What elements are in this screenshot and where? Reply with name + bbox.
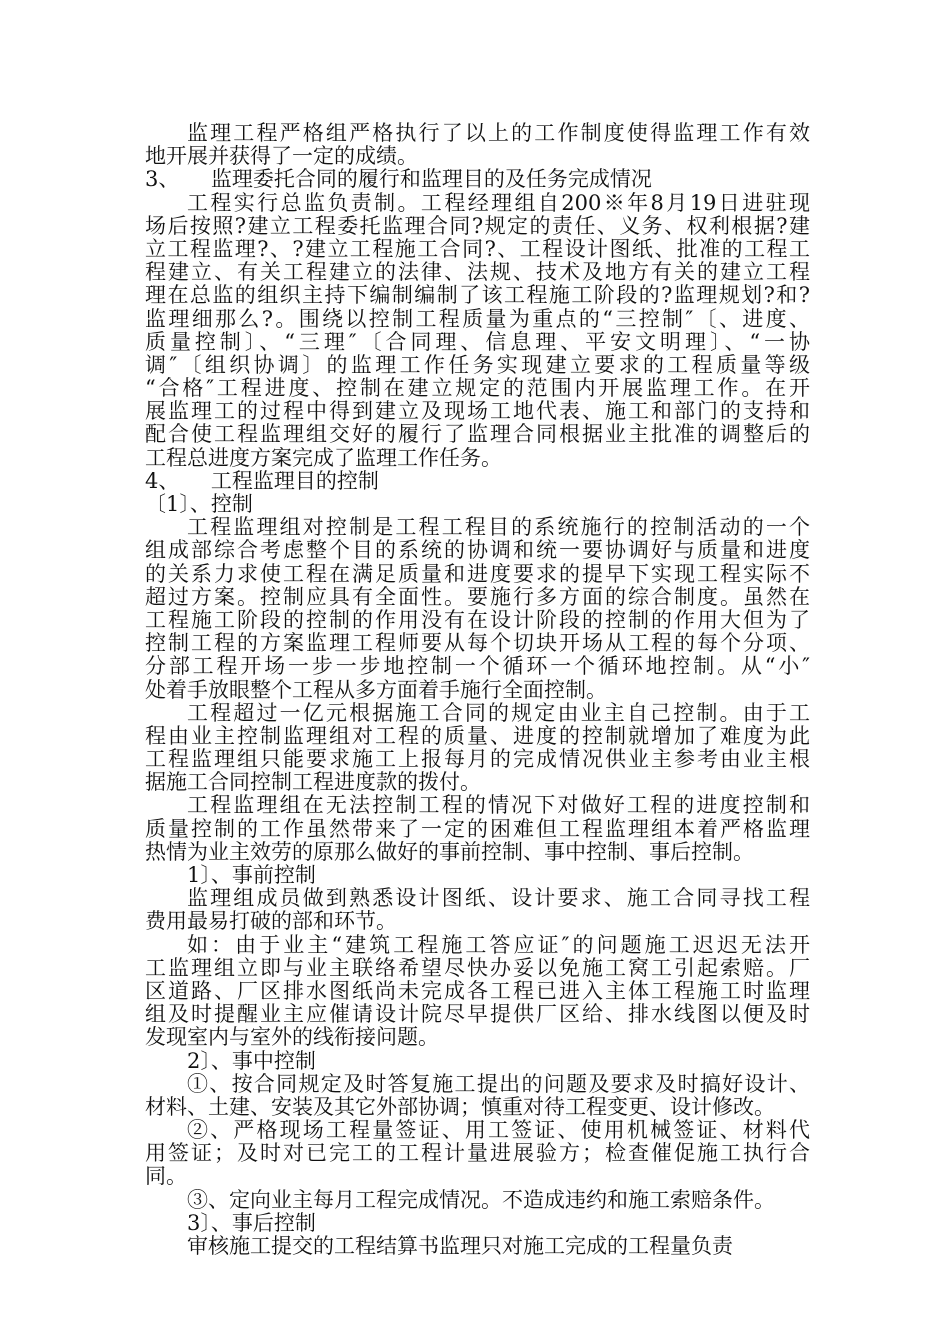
text-line: ①、按合同规定及时答复施工提出的问题及要求及时搞好设计、 [187,1072,810,1096]
text-line: 监理工程严格组严格执行了以上的工作制度使得监理工作有效 [187,122,810,145]
text-line: 分部工程开场一步一步地控制一个循环一个循环地控制。从“小″ [145,655,810,679]
text-line: 工程总进度方案完成了监理工作任务。 [145,445,502,470]
text-line: 场后按照?建立工程委托监理合同?规定的责任、义务、权利根据?建 [145,214,810,238]
text-line: 工监理组立即与业主联络希望尽快办妥以免施工窝工引起索赔。厂 [145,956,810,980]
text-line: 发现室内与室外的线衔接问题。 [145,1025,439,1050]
text-line: 组及时提醒业主应催请设计院尽早提供厂区给、排水线图以便及时 [145,1003,810,1027]
text-line: 超过方案。控制应具有全面性。要施行多方面的综合制度。虽然在 [145,585,810,609]
text-line: 材料、土建、安装及其它外部协调；慎重对待工程变更、设计修改。 [145,1094,775,1119]
text-line: 理在总监的组织主持下编制编制了该工程施工阶段的?监理规划?和? [145,284,810,308]
text-line: 工程监理组对控制是工程工程目的系统施行的控制活动的一个 [187,516,810,540]
text-line: 监理细那么?。围绕以控制工程质量为重点的“三控制″〔、进度、 [145,307,810,331]
text-line: ②、严格现场工程量签证、用工签证、使用机械签证、材料代 [187,1119,810,1143]
text-line: 地开展并获得了一定的成绩。 [145,144,418,169]
text-line: 如：由于业主“建筑工程施工答应证″的问题施工迟迟无法开 [187,933,810,957]
text-line: 热情为业主效劳的原那么做好的事前控制、事中控制、事后控制。 [145,839,754,864]
text-line: 程由业主控制监理组对工程的质量、进度的控制就增加了难度为此 [145,724,810,748]
text-line: 组成部综合考虑整个目的系统的协调和统一要协调好与质量和进度 [145,539,810,563]
text-line: 工程监理组只能要求施工上报每月的完成情况供业主参考由业主根 [145,748,810,772]
text-line: 1〕、事前控制 [187,863,316,887]
text-line: 调″〔组织协调〕的监理工作任务实现建立要求的工程质量等级 [145,353,810,377]
text-line: 监理组成员做到熟悉设计图纸、设计要求、施工合同寻找工程 [187,887,810,911]
text-line: ③、定向业主每月工程完成情况。不造成违约和施工索赔条件。 [187,1187,775,1212]
text-line: 工程监理组在无法控制工程的情况下对做好工程的进度控制和 [187,794,810,818]
text-line: 工程实行总监负责制。工程经理组自200※年8月19日进驻现 [187,191,810,215]
text-line: 据施工合同控制工程进度款的拨付。 [145,770,481,795]
text-line: 工程施工阶段的控制的作用没有在设计阶段的控制的作用大但为了 [145,608,810,632]
text-line: 的关系力求使工程在满足质量和进度要求的提早下实现工程实际不 [145,562,810,586]
text-line: 区道路、厂区排水图纸尚未完成各工程已进入主体工程施工时监理 [145,979,810,1003]
text-line: 审核施工提交的工程结算书监理只对施工完成的工程量负责 [187,1234,733,1258]
text-line: 程建立、有关工程建立的法律、法规、技术及地方有关的建立工程 [145,261,810,285]
text-line: 用签证；及时对已完工的工程计量进展验方；检查催促施工执行合 [145,1142,810,1166]
text-line: 配合使工程监理组交好的履行了监理合同根据业主批准的调整后的 [145,423,810,447]
text-line: 3、 监理委托合同的履行和监理目的及任务完成情况 [145,167,652,192]
text-line: 4、 工程监理目的控制 [145,468,379,493]
text-line: 展监理工的过程中得到建立及现场工地代表、施工和部门的支持和 [145,400,810,424]
text-line: 处着手放眼整个工程从多方面着手施行全面控制。 [145,677,607,702]
text-line: 费用最易打破的部和环节。 [145,909,397,934]
text-line: “合格″工程进度、控制在建立规定的范围内开展监理工作。在开 [145,377,810,401]
text-line: 同。 [145,1164,187,1189]
text-line: 2〕、事中控制 [187,1048,316,1073]
text-line: 质量控制〕、“三理″〔合同理、信息理、平安文明理〕、“一协 [145,330,810,354]
text-line: 3〕、事后控制 [187,1210,316,1235]
document-body [145,122,810,1258]
text-line: 〔1〕、控制 [145,492,253,516]
text-line: 控制工程的方案监理工程师要从每个切块开场从工程的每个分项、 [145,632,810,656]
text-line: 立工程监理?、?建立工程施工合同?、工程设计图纸、批准的工程工 [145,237,810,261]
text-line: 质量控制的工作虽然带来了一定的困难但工程监理组本着严格监理 [145,817,810,841]
text-line: 工程超过一亿元根据施工合同的规定由业主自己控制。由于工 [187,701,810,725]
